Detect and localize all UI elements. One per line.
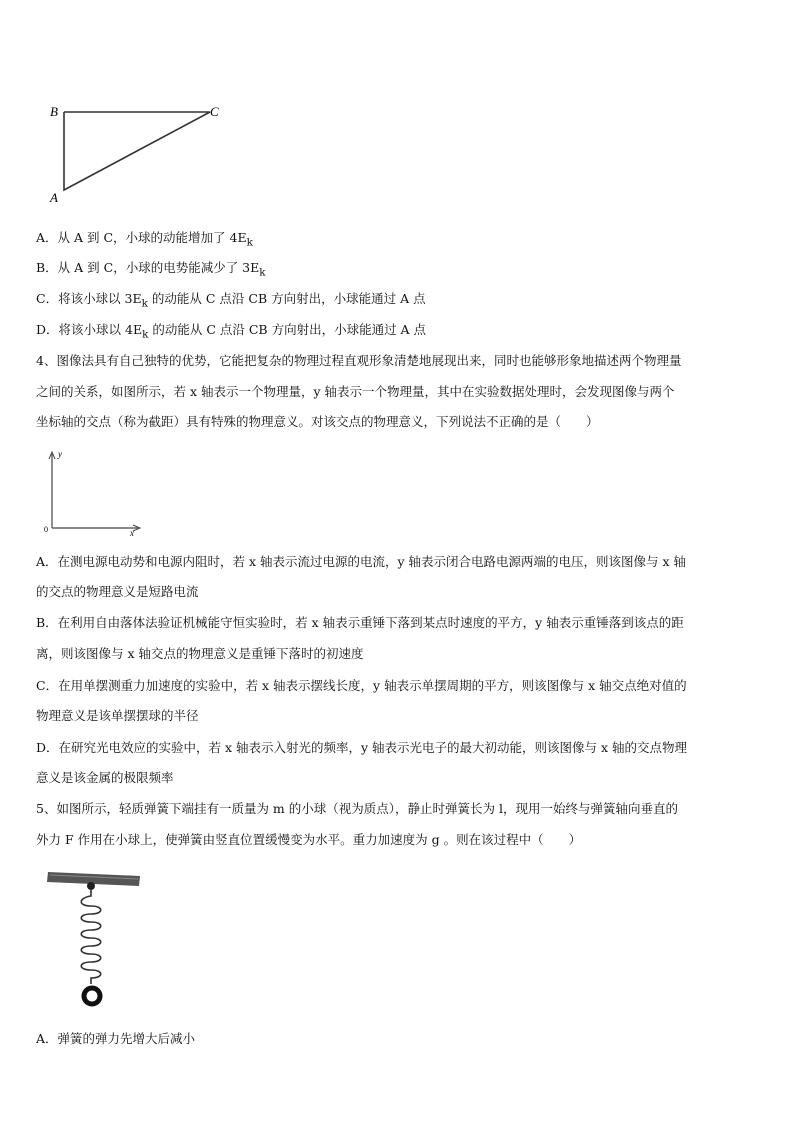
q4-option-d-line-1: D．在研究光电效应的实验中，若 x 轴表示入射光的频率，y 轴表示光电子的最大初动能，则该图像与 x 轴的交点物理 [36,740,688,755]
spring-pivot [87,882,95,890]
spring-figure [46,866,146,1012]
q4-stem-line-2: 之间的关系，如图所示，若 x 轴表示一个物理量，y 轴表示一个物理量，其中在实验数据处理时，会发现图像与两个 [36,384,675,399]
q3-option-b-sub: k [259,266,266,279]
q3-option-c [36,290,426,313]
q3-option-c-post: 的动能从 C 点沿 CB 方向射出，小球能通过 A 点 [147,291,426,306]
q4-stem-line-3: 坐标轴的交点（称为截距）具有特殊的物理意义。对该交点的物理意义，下列说法不正确的是（ ） [36,414,599,429]
q5-stem-line-1: 5、如图所示，轻质弹簧下端挂有一质量为 m 的小球（视为质点），静止时弹簧长为 l，现用一始终与弹簧轴向垂直的 [36,801,678,816]
q3-option-d-pre: D．将该小球以 4E [36,322,143,337]
q5-stem-line-2: 外力 F 作用在小球上，使弹簧由竖直位置缓慢变为水平。重力加速度为 g 。则在该过程中（ ） [36,832,582,847]
q3-option-a-sub: k [246,236,253,249]
q3-option-c-sub: k [141,297,148,310]
q4-option-d-line-2: 意义是该金属的极限频率 [36,770,174,785]
y-axis-label: y [58,449,62,459]
q5-option-a: A．弹簧的弹力先增大后减小 [36,1031,196,1046]
q3-option-b [36,259,266,282]
origin-label: 0 [44,525,48,534]
q3-option-d-post: 的动能从 C 点沿 CB 方向射出，小球能通过 A 点 [148,322,427,337]
triangle-figure [44,96,234,206]
triangle-label-a: A [50,190,58,205]
triangle-outline [64,112,210,190]
q4-option-a-line-2: 的交点的物理意义是短路电流 [36,584,199,599]
q3-option-d [36,321,426,344]
axis-figure [40,448,150,538]
triangle-label-c: C [210,104,219,119]
q4-option-a-line-1: A．在测电源电动势和电源内阻时，若 x 轴表示流过电源的电流，y 轴表示闭合电路电源两端的电压，则该图像与 x 轴 [36,554,687,569]
q4-option-b-line-2: 离，则该图像与 x 轴交点的物理意义是重锤下落时的初速度 [36,646,364,661]
q4-stem-line-1: 4、图像法具有自己独特的优势，它能把复杂的物理过程直观形象清楚地展现出来，同时也能够形象地描述两个物理量 [36,353,682,368]
q4-option-c-line-2: 物理意义是该单摆摆球的半径 [36,708,199,723]
q3-option-b-text: B．从 A 到 C，小球的电势能减少了 3E [36,260,260,275]
q4-option-c-line-1: C．在用单摆测重力加速度的实验中，若 x 轴表示摆线长度，y 轴表示单摆周期的平方，则该图像与 x 轴交点绝对值的 [36,678,687,693]
q3-option-c-pre: C．将该小球以 3E [36,291,142,306]
q4-option-b-line-1: B．在利用自由落体法验证机械能守恒实验时，若 x 轴表示重锤下落到某点时速度的平方，y 轴表示重锤落到该点的距 [36,615,684,630]
ball [84,988,100,1004]
spring-coil [81,890,101,984]
q3-option-a [36,229,253,252]
q3-option-a-text: A．从 A 到 C，小球的动能增加了 4E [36,230,247,245]
triangle-label-b: B [50,104,58,119]
q3-option-d-sub: k [142,328,149,341]
x-axis-label: x [130,528,134,538]
